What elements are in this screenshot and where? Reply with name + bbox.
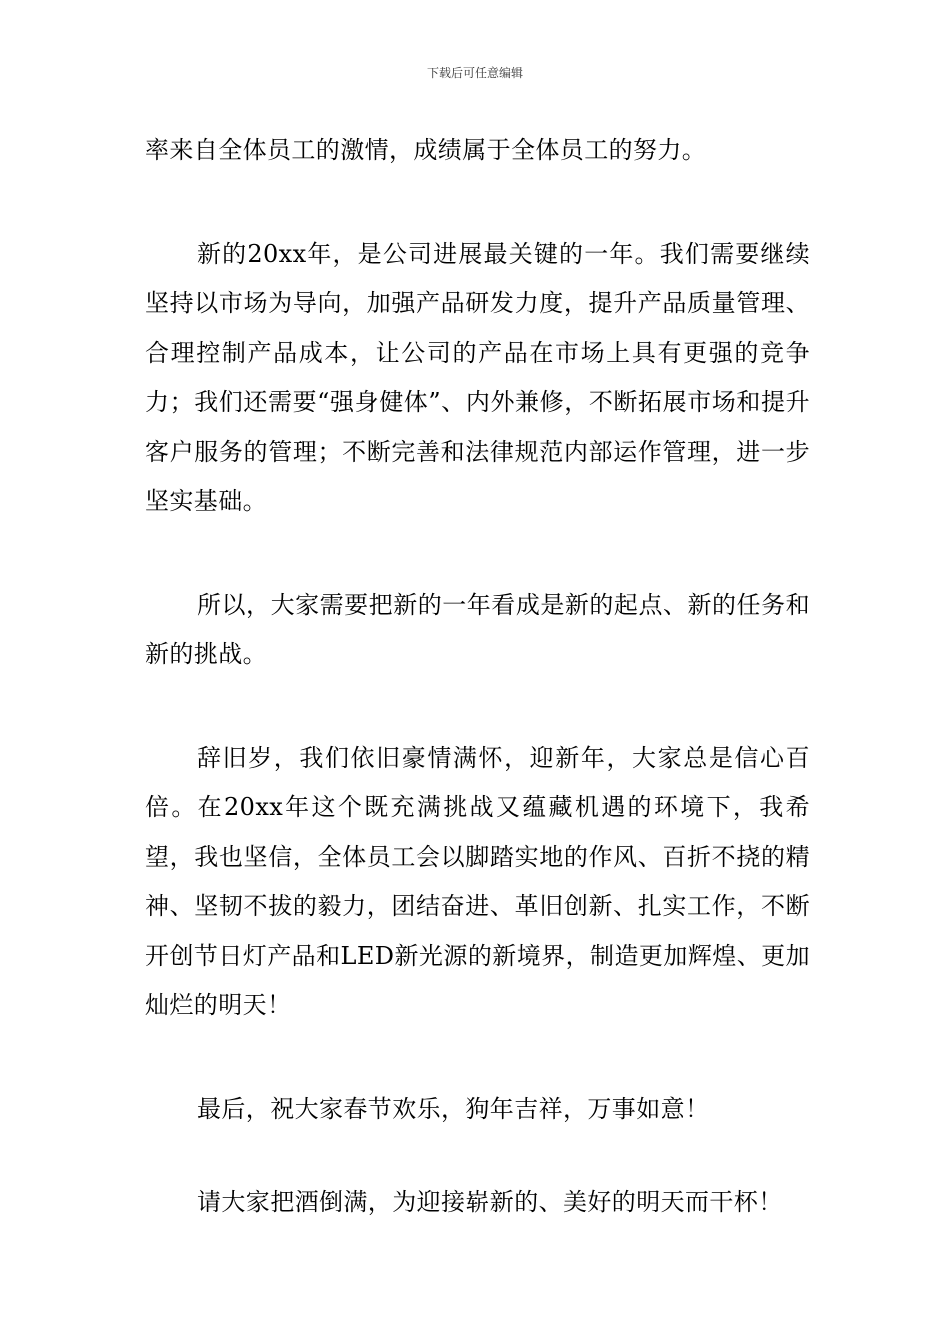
paragraph-spacer — [145, 1134, 810, 1178]
paragraph-continuation: 率来自全体员工的激情，成绩属于全体员工的努力。 — [145, 136, 707, 164]
paragraph-toast: 请大家把酒倒满，为迎接崭新的、美好的明天而干杯！ — [197, 1188, 783, 1216]
paragraph-spacer — [145, 1031, 810, 1085]
paragraph-new-start: 所以，大家需要把新的一年看成是新的起点、新的任务和新的挑战。 — [145, 590, 810, 668]
paragraph-spacer — [145, 527, 810, 581]
paragraph-wishes: 最后，祝大家春节欢乐，狗年吉祥，万事如意！ — [197, 1094, 710, 1123]
paragraph-new-year-plan: 新的20xx年，是公司进展最关键的一年。我们需要继续坚持以市场为导向，加强产品研发力度，提升产品质量管理、合理控制产品成本，让公司的产品在市场上具有更强的竞争力；我们还需要“强身健体”、内外兼修，不断拓展市场和提升客户服务的管理；不断完善和法律规范内部运作管理，进一步坚实基础。 — [145, 239, 810, 515]
paragraph-confidence: 辞旧岁，我们依旧豪情满怀，迎新年，大家总是信心百倍。在20xx年这个既充满挑战又蕴藏机遇的环境下，我希望，我也坚信，全体员工会以脚踏实地的作风、百折不挠的精神、坚韧不拔的毅力，团结奋进、革旧创新、扎实工作，不断开创节日灯产品和LED新光源的新境界，制造更加辉煌、更加灿烂的明天！ — [145, 743, 810, 1019]
page-header: 下载后可任意编辑 — [426, 66, 523, 80]
paragraph-spacer — [145, 680, 810, 734]
paragraph-spacer — [145, 176, 810, 230]
document-body — [145, 126, 810, 1228]
